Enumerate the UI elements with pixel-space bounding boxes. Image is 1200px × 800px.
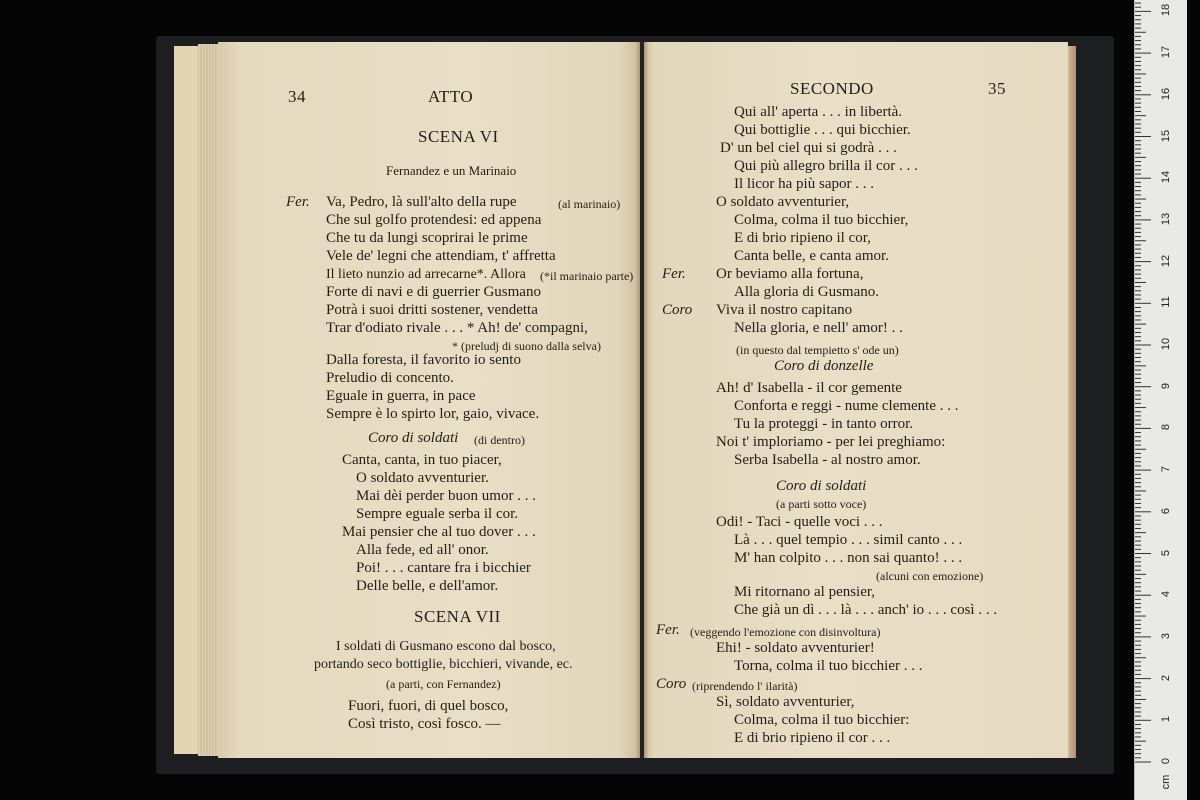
verse-line: Forte di navi e di guerrier Gusmano [326,284,541,300]
verse-line: Il lieto nunzio ad arrecarne*. Allora [326,267,526,282]
running-head: SECONDO [790,79,874,98]
verse-line: Che già un dì . . . là . . . anch' io . . . così . . . [734,602,998,618]
stage-direction: (al marinaio) [558,197,621,211]
verse-line: Fuori, fuori, di quel bosco, [348,698,509,714]
verse-line: Così tristo, così fosco. — [348,716,501,732]
verse-line: Tu la proteggi - in tanto orror. [734,416,914,432]
stage-direction: (a parti sotto voce) [776,497,867,511]
verse-line: Canta belle, e canta amor. [734,248,889,264]
left-page [218,42,640,758]
ruler-number: 5 [1160,549,1172,556]
stage-direction: (in questo dal tempietto s' ode un) [736,343,899,357]
ruler-number: 6 [1160,507,1172,514]
speaker-label: Coro [662,302,693,318]
verse-line: Che sul golfo protendesi: ed appena [326,212,542,228]
ruler-number: 18 [1160,4,1172,17]
scene-title: SCENA VII [414,607,501,626]
speaker-label: Fer. [662,266,686,282]
verse-line: Ehi! - soldato avventurier! [716,640,875,656]
verse-line: Colma, colma il tuo bicchier: [734,712,910,728]
verse-line: Alla gloria di Gusmano. [734,284,879,300]
ruler-number: 7 [1160,466,1172,473]
verse-line: Delle belle, e dell'amor. [356,578,499,594]
verse-line: Ah! d' Isabella - il cor gemente [716,380,902,396]
verse-line: Mai pensier che al tuo dover . . . [342,524,536,540]
ruler-unit-label: cm [1160,774,1172,790]
stage-direction: (riprendendo l' ilarità) [692,679,798,693]
running-head: ATTO [428,87,474,106]
page-number: 34 [288,87,306,106]
stage-direction: (a parti, con Fernandez) [386,677,501,691]
verse-line: Odi! - Taci - quelle voci . . . [716,514,883,530]
coro-heading: Coro di soldati [776,478,867,494]
verse-line: Sempre è lo spirto lor, gaio, vivace. [326,406,540,422]
verse-line: Preludio di concento. [326,370,454,386]
verse-line: O soldato avventurier, [716,194,850,210]
verse-line: Conforta e reggi - nume clemente . . . [734,398,959,414]
verse-line: Poi! . . . cantare fra i bicchier [356,560,531,576]
scene-characters: Fernandez e un Marinaio [386,163,517,178]
right-page [644,42,1068,758]
page-edges [198,44,220,756]
scene-description: portando seco bottiglie, bicchieri, vivande, ec. [314,657,573,672]
verse-line: Or beviamo alla fortuna, [716,266,864,282]
ruler-number: 8 [1160,424,1172,431]
verse-line: Sì, soldato avventurier, [716,694,855,710]
speaker-label: Coro [656,676,687,692]
verse-line: Mai dèi perder buon umor . . . [356,488,536,504]
verse-line: Qui all' aperta . . . in libertà. [734,104,903,120]
verse-line: E di brio ripieno il cor . . . [734,730,891,746]
ruler-number: 14 [1160,171,1172,184]
ruler-number: 0 [1160,757,1172,765]
verse-line: Qui bottiglie . . . qui bicchier. [734,122,911,138]
verse-line: Che tu da lungi scoprirai le prime [326,230,528,246]
coro-heading: Coro di soldati [368,430,459,446]
ruler-number: 16 [1160,87,1172,100]
verse-line: Eguale in guerra, in pace [326,388,476,404]
ruler-number: 9 [1160,382,1172,389]
scene-description: I soldati di Gusmano escono dal bosco, [336,639,556,654]
verse-line: Torna, colma il tuo bicchier . . . [734,658,923,674]
verse-line: Potrà i suoi dritti sostener, vendetta [326,302,538,318]
verse-line: Alla fede, ed all' onor. [356,542,489,558]
verse-line: Vele de' legni che attendiam, t' affretta [326,248,556,264]
ruler-number: 17 [1160,45,1172,59]
verse-line: Dalla foresta, il favorito io sento [326,352,521,368]
ruler-number: 2 [1160,674,1172,681]
stage-direction: (veggendo l'emozione con disinvoltura) [690,625,881,639]
ruler-number: 3 [1160,632,1172,639]
flyleaf [174,46,200,754]
ruler-number: 4 [1160,591,1172,598]
verse-line: Mi ritornano al pensier, [734,584,876,600]
verse-line: Nella gloria, e nell' amor! . . [734,320,903,336]
spine-gutter [636,42,648,758]
ruler-number: 1 [1160,716,1172,723]
verse-line: Canta, canta, in tuo piacer, [342,452,502,468]
verse-line: Viva il nostro capitano [716,302,853,318]
stage-direction: (*il marinaio parte) [540,269,634,283]
verse-line: Noi t' imploriamo - per lei preghiamo: [716,434,946,450]
verse-line: M' han colpito . . . non sai quanto! . . . [734,550,963,566]
verse-line: E di brio ripieno il cor, [734,230,871,246]
verse-line: D' un bel ciel qui si godrà . . . [720,140,897,156]
verse-line: Va, Pedro, là sull'alto della rupe [326,194,517,210]
verse-line: Colma, colma il tuo bicchier, [734,212,909,228]
coro-heading: Coro di donzelle [774,358,874,374]
ruler-number: 15 [1160,129,1172,142]
page-number: 35 [988,79,1006,98]
verse-line: Sempre eguale serba il cor. [356,506,519,522]
ruler-number: 13 [1160,212,1172,226]
stage-direction: * (preludj di suono dalla selva) [452,339,601,353]
ruler-number: 11 [1160,296,1172,309]
verse-line: Là . . . quel tempio . . . simil canto . . . [734,532,963,548]
ruler-number: 12 [1160,254,1172,267]
verse-line: Serba Isabella - al nostro amor. [734,452,921,468]
stage-direction: (alcuni con emozione) [876,569,984,583]
verse-line: Qui più allegro brilla il cor . . . [734,158,918,174]
verse-line: Trar d'odiato rivale . . . * Ah! de' compagni, [326,320,588,336]
speaker-label: Fer. [656,622,680,638]
verse-line: O soldato avventurier. [356,470,489,486]
scene-title: SCENA VI [418,127,499,146]
ruler-number: 10 [1160,337,1172,351]
stage-direction: (di dentro) [474,433,525,447]
verse-line: Il licor ha più sapor . . . [734,176,874,192]
speaker-label: Fer. [286,194,310,210]
